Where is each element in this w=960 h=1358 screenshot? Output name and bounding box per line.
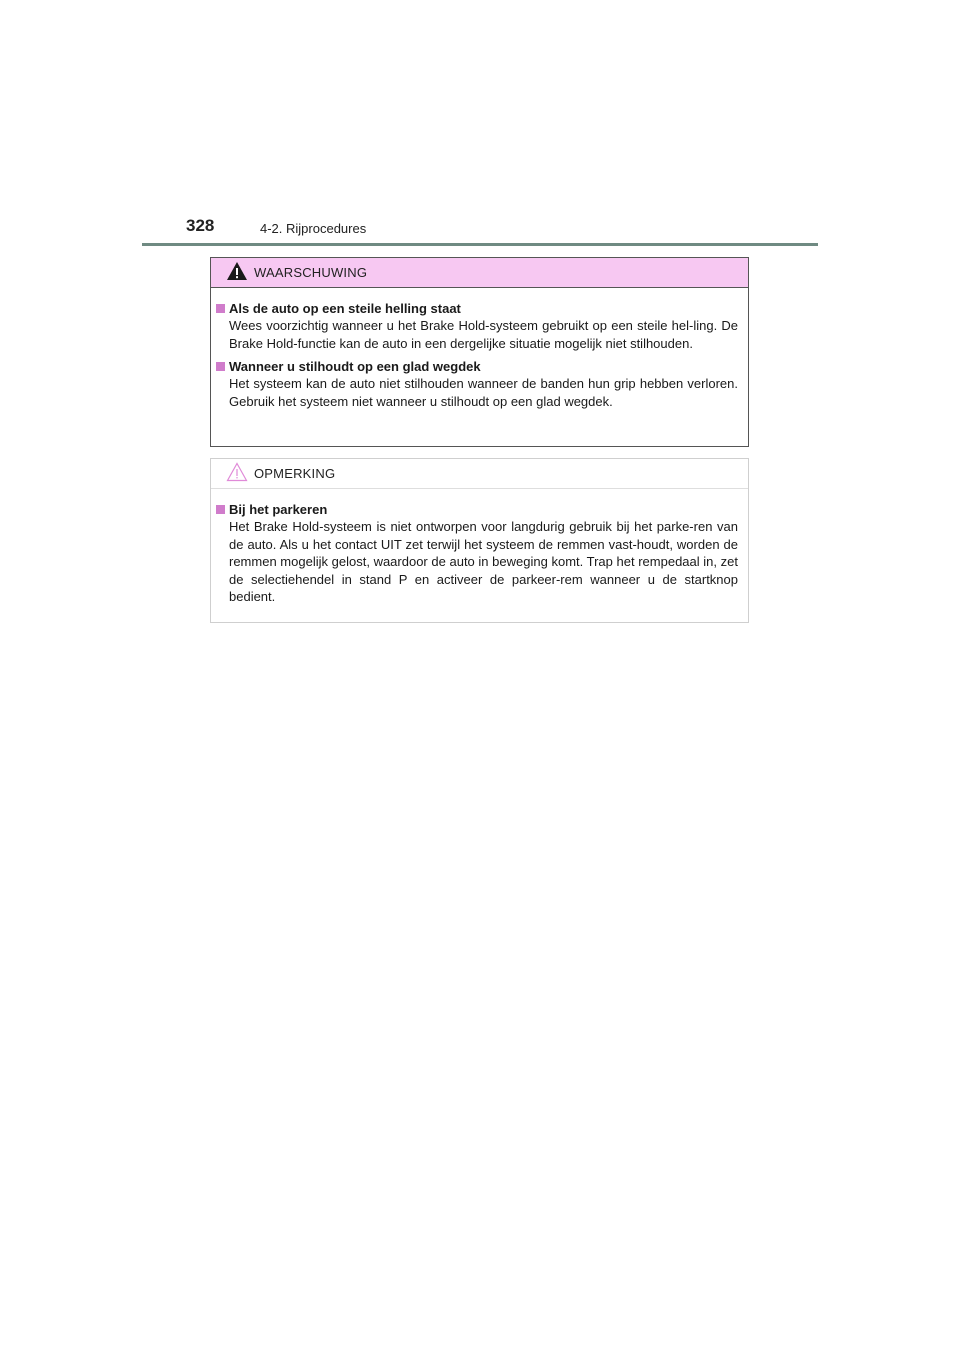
note-body	[211, 489, 748, 606]
note-label: OPMERKING	[254, 466, 336, 481]
section-title: 4-2. Rijprocedures	[260, 221, 367, 236]
warning-triangle-icon	[226, 261, 248, 281]
note-item-title: Bij het parkeren	[229, 502, 328, 517]
warning-body	[211, 288, 748, 410]
note-box	[210, 458, 749, 623]
warning-item	[216, 300, 738, 352]
warning-item-title: Wanneer u stilhoudt op een glad wegdek	[229, 359, 481, 374]
page-number: 328	[186, 216, 215, 235]
bullet-square-icon	[216, 362, 225, 371]
notice-triangle-icon	[226, 462, 248, 482]
warning-header	[211, 258, 748, 288]
note-item	[216, 501, 738, 606]
bullet-square-icon	[216, 304, 225, 313]
warning-item-title: Als de auto op een steile helling staat	[229, 301, 461, 316]
bullet-square-icon	[216, 505, 225, 514]
note-item-text: Het Brake Hold-systeem is niet ontworpen voor langdurig gebruik bij het parke-ren van de auto. Als u het contact UIT zet terwijl het systeem de remmen vast-houdt, worden de remmen mogelijk gelost, waardoor de auto in beweging komt. Trap het rempedaal in, zet de selectiehendel in stand P en activeer de parkeer-rem wanneer u de startknop bedient.	[229, 519, 738, 604]
header-divider	[142, 243, 818, 246]
warning-label: WAARSCHUWING	[254, 265, 368, 280]
note-header	[211, 459, 748, 489]
warning-item	[216, 358, 738, 410]
warning-item-text: Het systeem kan de auto niet stilhouden wanneer de banden hun grip hebben verloren. Gebruik het systeem niet wanneer u stilhoudt op een glad wegdek.	[229, 376, 738, 409]
warning-item-text: Wees voorzichtig wanneer u het Brake Hold-systeem gebruikt op een steile hel-ling. De Brake Hold-functie kan de auto in een dergelijke situatie mogelijk niet stilhouden.	[229, 318, 738, 351]
warning-box	[210, 257, 749, 447]
